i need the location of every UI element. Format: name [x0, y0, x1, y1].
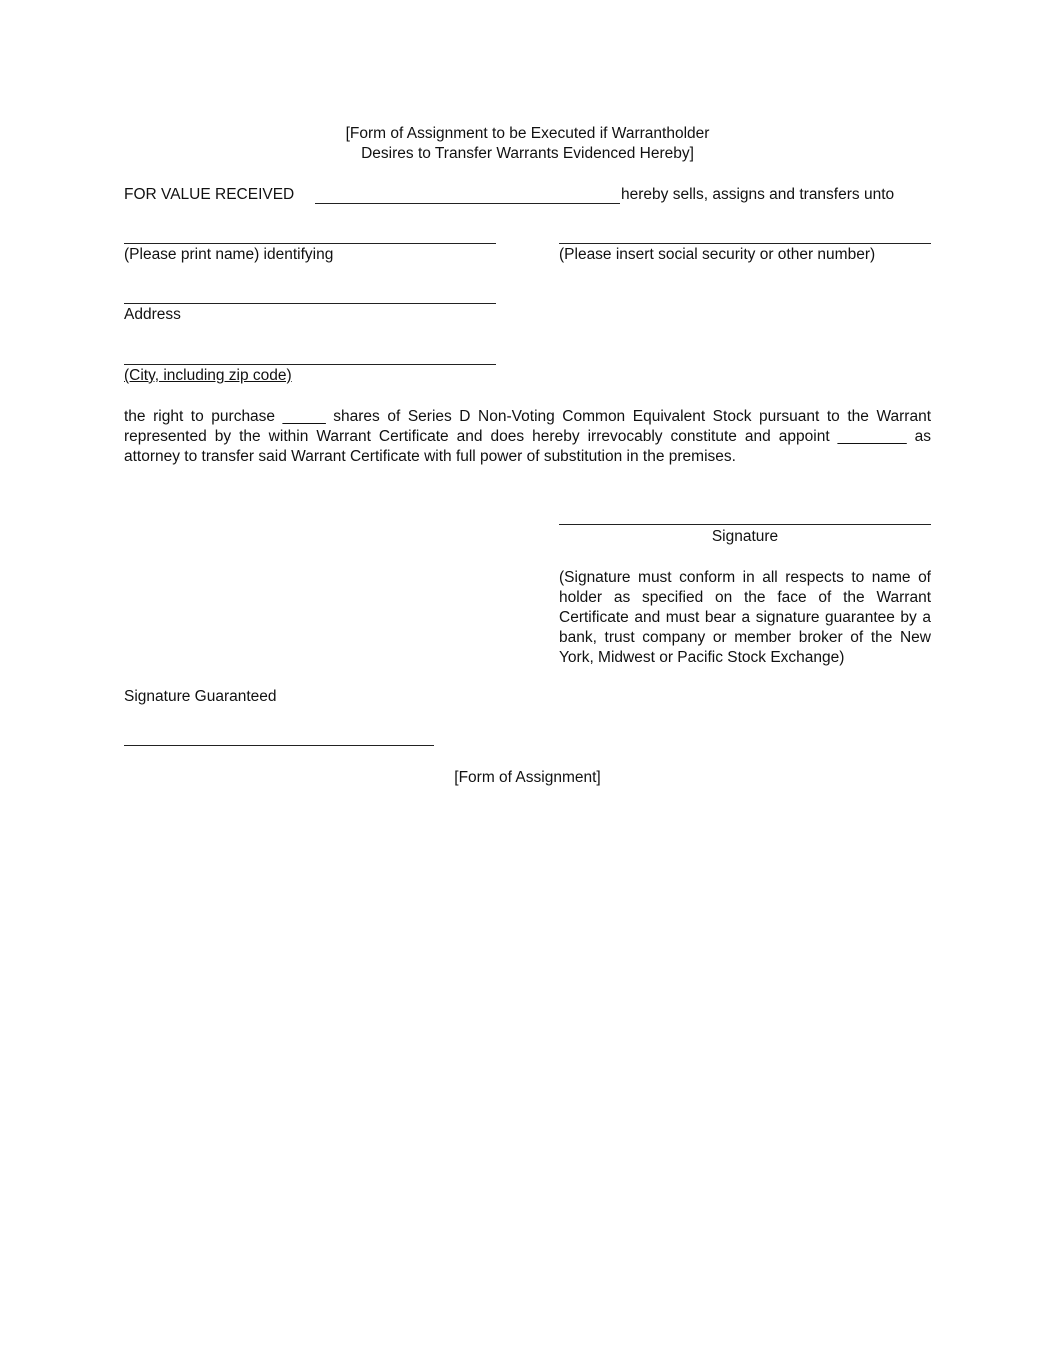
city-line[interactable]: [124, 364, 496, 365]
ssn-line[interactable]: [559, 243, 931, 244]
assignment-body-part-2: attorney to transfer said Warrant Certificate with full power of substitution in the premises.: [124, 448, 736, 465]
signature-label: Signature: [711, 528, 779, 545]
assignment-body-paragraph: [124, 407, 931, 467]
form-heading-line-2: Desires to Transfer Warrants Evidenced Hereby]: [361, 145, 694, 162]
form-heading-line-1: [Form of Assignment to be Executed if Warrantholder: [345, 125, 710, 142]
assignment-body-part-1: the right to purchase _____ shares of Series D Non-Voting Common Equivalent Stock pursuant to the Warrant represented by the within Warrant Certificate and does hereby irrevocably constitute and appoint ________ as: [124, 408, 931, 445]
ssn-label: (Please insert social security or other number): [559, 246, 876, 263]
form-footer-label: [Form of Assignment]: [454, 769, 601, 786]
transfer-clause-label: hereby sells, assigns and transfers unto: [621, 186, 895, 203]
address-line[interactable]: [124, 303, 496, 304]
signature-conformity-note: (Signature must conform in all respects to name of holder as specified on the face of the Warrant Certificate and must bear a signature guarantee by a bank, trust company or member broker of the New York, Midwest or Pacific Stock Exchange): [559, 569, 931, 666]
print-name-line[interactable]: [124, 243, 496, 244]
address-label: Address: [124, 306, 181, 323]
for-value-received-label: FOR VALUE RECEIVED: [124, 186, 295, 203]
city-label: (City, including zip code): [124, 367, 292, 384]
signature-line[interactable]: [559, 524, 931, 525]
print-name-label: (Please print name) identifying: [124, 246, 334, 263]
signature-guaranteed-label: Signature Guaranteed: [124, 688, 277, 705]
signature-guarantee-line[interactable]: [124, 745, 434, 746]
assignor-name-blank[interactable]: [315, 203, 620, 204]
